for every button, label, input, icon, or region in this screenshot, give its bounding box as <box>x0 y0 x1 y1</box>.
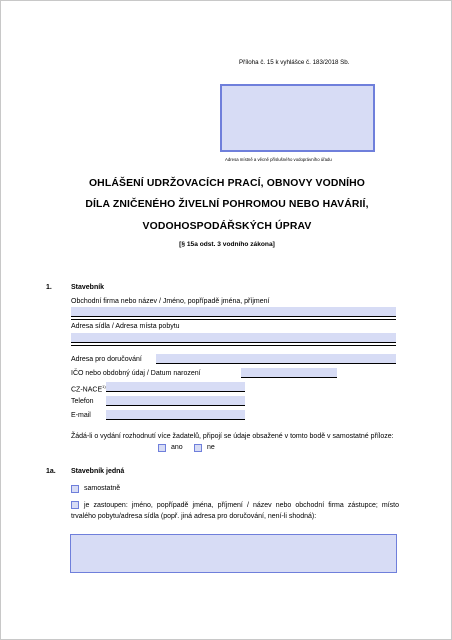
cz-nace-text: CZ-NACE <box>71 386 103 394</box>
firm-name-field[interactable] <box>71 307 396 317</box>
cz-nace-footnote: 1) <box>102 384 106 389</box>
form-title-line-1: OHLÁŠENÍ UDRŽOVACÍCH PRACÍ, OBNOVY VODNÍHO <box>88 178 366 189</box>
cz-nace-label <box>71 384 106 393</box>
form-subtitle: [§ 15a odst. 3 vodního zákona] <box>179 241 275 248</box>
firm-name-label: Obchodní firma nebo název / Jméno, popřípadě jména, příjmení <box>71 298 270 305</box>
annex-yes-label: ano <box>171 444 183 451</box>
seat-address-field[interactable] <box>71 333 396 343</box>
representative-details-field[interactable] <box>70 534 397 573</box>
firm-name-line-2 <box>71 319 396 320</box>
ico-field[interactable] <box>241 368 337 378</box>
seat-address-label: Adresa sídla / Adresa místa pobytu <box>71 323 180 330</box>
represented-label: je zastoupen: jméno, popřípadě jména, příjmení / název nebo obchodní firma zástupce; místo trvalého pobytu/adresa sídla (popř. jiná adresa pro doručování, není-li shodná): <box>71 502 399 520</box>
form-title-line-2: DÍLA ZNIČENÉHO ŽIVELNÍ POHROMOU NEBO HAVÁRIÍ, <box>85 199 369 210</box>
phone-label: Telefon <box>71 398 94 405</box>
delivery-address-label: Adresa pro doručování <box>71 356 142 363</box>
multiple-applicants-text: Žádá-li o vydání rozhodnutí více žadatelů, připojí se údaje obsažené v tomto bodě v samostatné příloze: <box>71 433 394 440</box>
acts-alone-label: samostatně <box>84 485 121 492</box>
annex-no-checkbox[interactable] <box>194 444 202 452</box>
ico-label: IČO nebo obdobný údaj / Datum narození <box>71 370 201 377</box>
section-1-number: 1. <box>46 284 52 291</box>
annex-no-label: ne <box>207 444 215 451</box>
section-1a-number: 1a. <box>46 468 56 475</box>
cz-nace-field[interactable] <box>106 382 245 392</box>
delivery-address-field[interactable] <box>156 354 396 364</box>
section-1-heading: Stavebník <box>71 284 105 291</box>
acts-alone-checkbox[interactable] <box>71 485 79 493</box>
section-1a-heading: Stavebník jedná <box>71 468 125 475</box>
email-field[interactable] <box>106 410 245 420</box>
authority-address-caption: Adresa místně a věcně příslušného vodoprávního úřadu <box>225 157 332 162</box>
form-title-line-3: VODOHOSPODÁŘSKÝCH ÚPRAV <box>142 221 312 232</box>
multiple-applicants-question <box>71 431 401 442</box>
email-label: E-mail <box>71 412 91 419</box>
annex-reference: Příloha č. 15 k vyhlášce č. 183/2018 Sb. <box>239 59 350 66</box>
annex-yes-checkbox[interactable] <box>158 444 166 452</box>
authority-address-field[interactable] <box>220 84 375 152</box>
seat-address-line-2 <box>71 345 396 346</box>
phone-field[interactable] <box>106 396 245 406</box>
